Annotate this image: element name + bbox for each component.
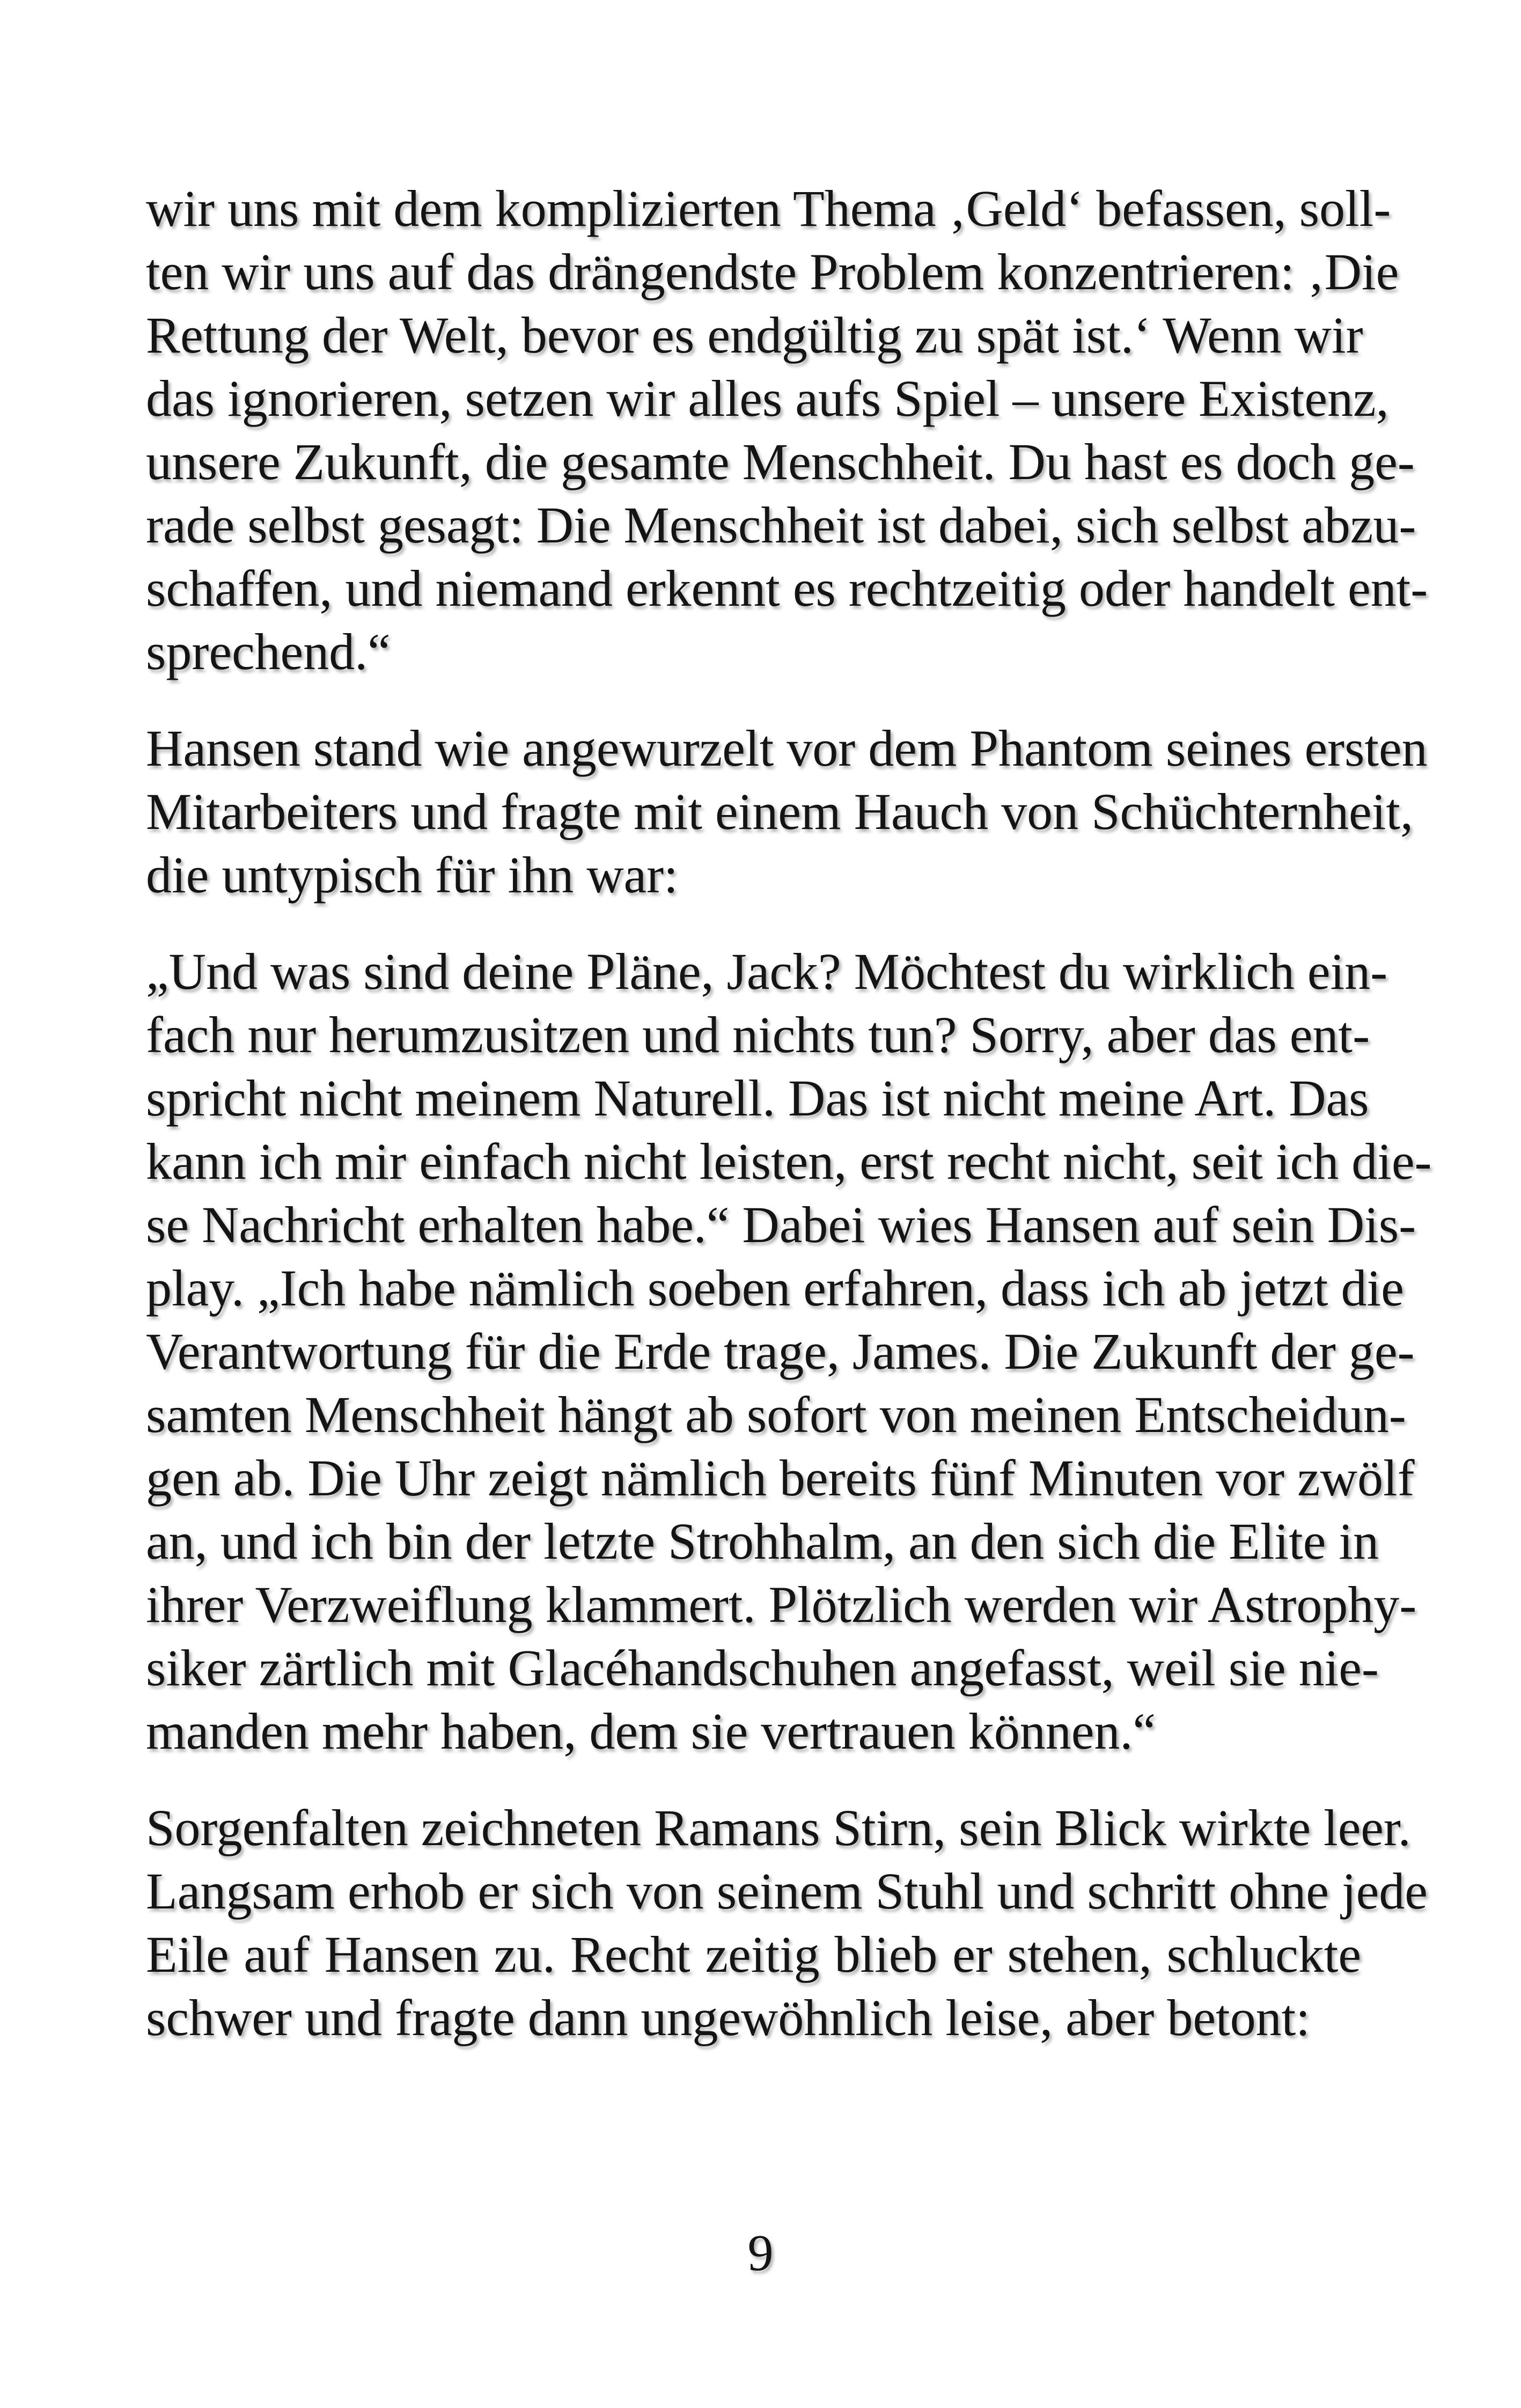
text-line: rade selbst gesagt: Die Menschheit ist dabei, sich selbst abzu- — [146, 496, 1416, 554]
text-line: schaffen, und niemand erkennt es rechtzeitig oder handelt ent- — [146, 560, 1428, 617]
paragraph-3 — [146, 940, 1432, 1763]
text-line: Eile auf Hansen zu. Recht zeitig blieb er stehen, schluckte — [146, 1926, 1361, 1983]
text-line: Mitarbeiters und fragte mit einem Hauch von Schüchternheit, — [146, 783, 1413, 840]
text-line: se Nachricht erhalten habe.“ Dabei wies Hansen auf sein Dis- — [146, 1196, 1416, 1253]
paragraph-1 — [146, 177, 1428, 684]
text-line: Rettung der Welt, bevor es endgültig zu spät ist.‘ Wenn wir — [146, 306, 1363, 364]
paragraph-spacer — [146, 1763, 1361, 1796]
text-line: sprechend.“ — [146, 623, 391, 680]
text-line: samten Menschheit hängt ab sofort von meinen Entscheidun- — [146, 1386, 1406, 1443]
text-line: an, und ich bin der letzte Strohhalm, an den sich die Elite in — [146, 1513, 1379, 1570]
paragraph-4 — [146, 1796, 1428, 2050]
text-line: die untypisch für ihn war: — [146, 846, 678, 904]
paragraph-2 — [146, 717, 1428, 907]
text-line: kann ich mir einfach nicht leisten, erst recht nicht, seit ich die- — [146, 1133, 1432, 1190]
page-number: 9 — [747, 2224, 774, 2281]
text-line: „Und was sind deine Pläne, Jack? Möchtest du wirklich ein- — [146, 943, 1388, 1000]
text-line: ten wir uns auf das drängendste Problem konzentrieren: ‚Die — [146, 243, 1399, 300]
text-line: manden mehr haben, dem sie vertrauen können.“ — [146, 1702, 1156, 1760]
text-line: Verantwortung für die Erde trage, James. Die Zukunft der ge- — [146, 1323, 1415, 1380]
text-line: Langsam erhob er sich von seinem Stuhl und schritt ohne jede — [146, 1862, 1428, 1920]
paragraph-spacer — [146, 684, 1361, 717]
text-line: Hansen stand wie angewurzelt vor dem Phantom seines ersten — [146, 720, 1428, 777]
text-line: play. „Ich habe nämlich soeben erfahren, dass ich ab jetzt die — [146, 1259, 1404, 1317]
text-line: das ignorieren, setzen wir alles aufs Spiel – unsere Existenz, — [146, 370, 1389, 427]
text-line: schwer und fragte dann ungewöhnlich leise, aber betont: — [146, 1989, 1310, 2046]
paragraph-spacer — [146, 907, 1361, 940]
text-line: spricht nicht meinem Naturell. Das ist nicht meine Art. Das — [146, 1069, 1369, 1127]
text-line: Sorgenfalten zeichneten Ramans Stirn, sein Blick wirkte leer. — [146, 1799, 1411, 1856]
body-text — [146, 177, 1432, 2050]
text-line: unsere Zukunft, die gesamte Menschheit. Du hast es doch ge- — [146, 433, 1415, 490]
text-line: wir uns mit dem komplizierten Thema ‚Geld‘ befassen, soll- — [146, 180, 1391, 237]
text-line: fach nur herumzusitzen und nichts tun? Sorry, aber das ent- — [146, 1006, 1370, 1063]
text-line: siker zärtlich mit Glacéhandschuhen angefasst, weil sie nie- — [146, 1639, 1379, 1697]
text-line: ihrer Verzweiflung klammert. Plötzlich werden wir Astrophy- — [146, 1576, 1417, 1633]
text-line: gen ab. Die Uhr zeigt nämlich bereits fünf Minuten vor zwölf — [146, 1449, 1415, 1507]
